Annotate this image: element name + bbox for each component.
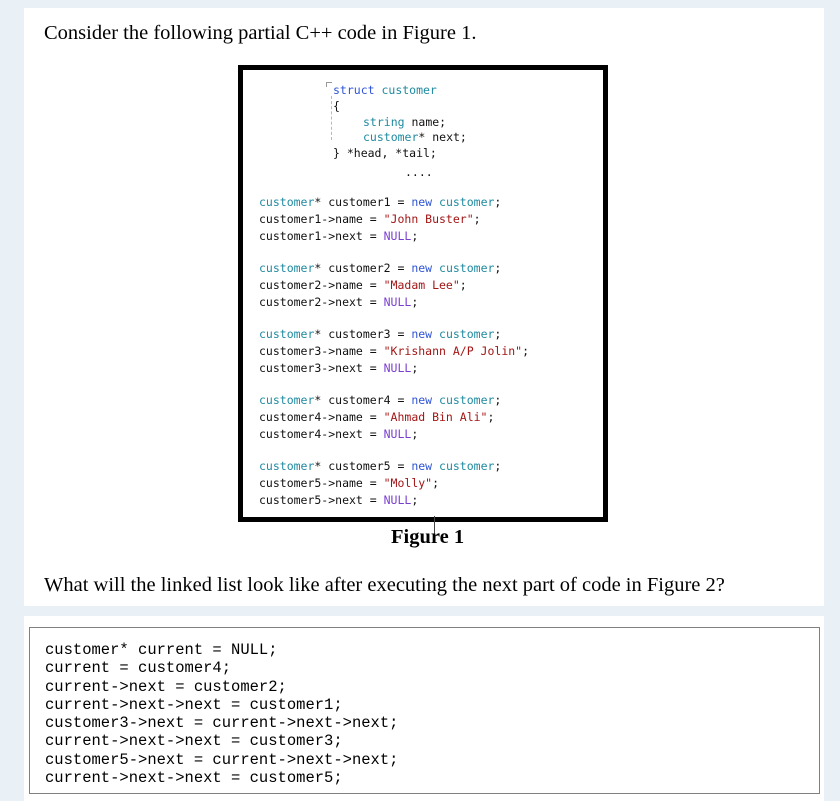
code-token: customer xyxy=(439,459,495,473)
code-token: new xyxy=(411,261,440,275)
customer-block-line xyxy=(259,361,418,375)
code-token: customer xyxy=(259,261,315,275)
code-line: current->next->next = customer3; xyxy=(45,732,343,751)
customer-block-line xyxy=(259,344,529,358)
code-token: ; xyxy=(487,410,495,424)
customer-block-line xyxy=(259,278,467,292)
code-token: name; xyxy=(411,115,447,129)
code-token: ; xyxy=(459,278,467,292)
code-token: ; xyxy=(411,229,419,243)
customer-block-line xyxy=(259,261,501,275)
code-token: NULL xyxy=(383,295,412,309)
code-token: * customer3 = xyxy=(314,327,412,341)
customer-block-line xyxy=(259,493,418,507)
code-token: struct xyxy=(333,83,382,97)
code-token: "Molly" xyxy=(383,476,433,490)
code-token: ; xyxy=(494,327,502,341)
customer-block-line xyxy=(259,393,501,407)
code-token: customer xyxy=(439,327,495,341)
code-token: NULL xyxy=(383,229,412,243)
customer-block-line xyxy=(259,410,494,424)
customer-block-line xyxy=(259,295,418,309)
code-token: customer4->next = xyxy=(259,427,384,441)
code-line: current->next->next = customer1; xyxy=(45,695,343,714)
code-token: customer1->name = xyxy=(259,212,384,226)
struct-line xyxy=(333,83,437,97)
code-line: customer5->next = current->next->next; xyxy=(45,750,399,769)
code-line: customer3->next = current->next->next; xyxy=(45,714,399,733)
ellipsis: .... xyxy=(405,165,433,179)
code-token: } *head, *tail; xyxy=(333,146,437,160)
figure-1-code-image xyxy=(238,65,608,522)
code-token: string xyxy=(363,115,412,129)
code-token: customer xyxy=(259,393,315,407)
code-token: new xyxy=(411,393,440,407)
code-token: * customer5 = xyxy=(314,459,412,473)
code-token: "John Buster" xyxy=(383,212,474,226)
code-token: "Madam Lee" xyxy=(383,278,460,292)
struct-line xyxy=(333,99,340,113)
figure-2-panel xyxy=(24,616,824,801)
code-token: customer xyxy=(259,327,315,341)
code-token: customer xyxy=(259,459,315,473)
code-token: { xyxy=(333,99,340,113)
code-token: customer xyxy=(439,261,495,275)
struct-line xyxy=(363,130,467,144)
code-token: ; xyxy=(411,427,419,441)
code-token: customer5->name = xyxy=(259,476,384,490)
customer-block-line xyxy=(259,212,481,226)
code-token: ; xyxy=(522,344,530,358)
struct-collapse-marker xyxy=(326,82,332,87)
code-token: customer5->next = xyxy=(259,493,384,507)
code-token: customer xyxy=(439,393,495,407)
code-line: customer* current = NULL; xyxy=(45,641,278,659)
code-line: current->next = customer2; xyxy=(45,677,287,696)
code-token: ; xyxy=(411,361,419,375)
code-token: ; xyxy=(494,261,502,275)
figure-2-code-box xyxy=(29,627,820,794)
code-token: NULL xyxy=(383,493,412,507)
struct-line xyxy=(333,146,437,160)
code-token: * customer1 = xyxy=(314,195,412,209)
code-token: customer1->next = xyxy=(259,229,384,243)
code-token: customer3->name = xyxy=(259,344,384,358)
code-token: customer2->next = xyxy=(259,295,384,309)
code-line: current = customer4; xyxy=(45,659,232,678)
code-token: ; xyxy=(411,493,419,507)
code-token: ; xyxy=(494,393,502,407)
customer-block-line xyxy=(259,476,439,490)
code-token: * customer2 = xyxy=(314,261,412,275)
code-token: customer xyxy=(259,195,315,209)
question-intro: Consider the following partial C++ code in Figure 1. xyxy=(44,22,477,44)
customer-block-line xyxy=(259,459,501,473)
code-token: new xyxy=(411,195,440,209)
figure-1-caption: Figure 1 xyxy=(391,526,465,548)
question-panel xyxy=(24,8,824,606)
code-token: "Krishann A/P Jolin" xyxy=(383,344,523,358)
customer-block-line xyxy=(259,195,501,209)
figure-2-code xyxy=(30,628,819,787)
code-token: ; xyxy=(494,459,502,473)
code-token: ; xyxy=(411,295,419,309)
code-token: customer xyxy=(363,130,419,144)
customer-block-line xyxy=(259,229,418,243)
code-token: ; xyxy=(494,195,502,209)
code-token: "Ahmad Bin Ali" xyxy=(383,410,488,424)
code-token: customer xyxy=(439,195,495,209)
struct-line xyxy=(363,115,446,129)
code-token: NULL xyxy=(383,427,412,441)
code-token: customer4->name = xyxy=(259,410,384,424)
code-token: ; xyxy=(432,476,440,490)
code-token: new xyxy=(411,459,440,473)
code-token: customer3->next = xyxy=(259,361,384,375)
code-token: * customer4 = xyxy=(314,393,412,407)
code-line: current->next->next = customer5; xyxy=(45,769,343,788)
code-token: * next; xyxy=(418,130,467,144)
code-token: ; xyxy=(473,212,481,226)
question-followup: What will the linked list look like after executing the next part of code in Figure 2? xyxy=(44,574,725,596)
code-token: new xyxy=(411,327,440,341)
code-token: customer2->name = xyxy=(259,278,384,292)
code-token: NULL xyxy=(383,361,412,375)
customer-block-line xyxy=(259,327,501,341)
indent-guide xyxy=(331,96,332,140)
code-token: customer xyxy=(381,83,437,97)
customer-block-line xyxy=(259,427,418,441)
